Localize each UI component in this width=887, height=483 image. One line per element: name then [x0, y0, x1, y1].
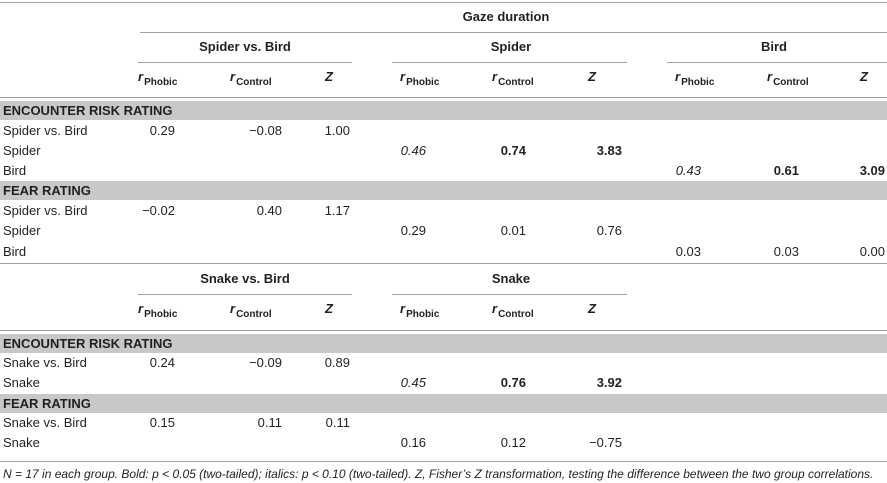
- subscript-control: Control: [498, 77, 534, 88]
- column-header-row: [0, 301, 887, 319]
- group-header-spider: Spider: [490, 39, 532, 54]
- r-symbol: r: [400, 301, 406, 316]
- section-bar-encounter-risk-rating: [0, 101, 887, 120]
- group-header-spider-vs-bird: Spider vs. Bird: [199, 39, 291, 54]
- table-bottom-rule: [0, 461, 887, 462]
- cell-r-phobic: 0.29: [149, 123, 175, 138]
- subscript-control: Control: [236, 77, 272, 88]
- subscript-phobic: Phobic: [406, 309, 440, 320]
- row-label: Snake vs. Bird: [3, 415, 87, 430]
- group-underline-snake-vs-bird: [138, 294, 352, 295]
- cell-r-phobic: 0.46: [400, 143, 426, 158]
- header-r-phobic: [675, 69, 714, 87]
- header-bottom-rule: [0, 330, 887, 331]
- cell-r-phobic: 0.16: [400, 435, 426, 450]
- cell-z: 0.89: [324, 355, 350, 370]
- header-z: Z: [588, 69, 596, 84]
- subscript-control: Control: [498, 309, 534, 320]
- cell-r-control: 0.61: [773, 163, 799, 178]
- cell-z: 0.11: [325, 415, 350, 430]
- section-label: ENCOUNTER RISK RATING: [3, 103, 173, 118]
- subscript-control: Control: [773, 77, 809, 88]
- row-label: Snake: [3, 435, 40, 450]
- subscript-phobic: Phobic: [144, 309, 178, 320]
- cell-z: 0.00: [859, 244, 885, 259]
- cell-r-control: 0.01: [500, 223, 526, 238]
- part-separator-rule: [0, 263, 887, 264]
- cell-z: −0.75: [589, 435, 622, 450]
- header-r-control: [492, 301, 534, 319]
- table-row: [0, 355, 887, 373]
- table-row: [0, 123, 887, 141]
- table-title: Gaze duration: [462, 9, 550, 24]
- header-r-phobic: [138, 301, 177, 319]
- cell-r-phobic: −0.02: [142, 203, 175, 218]
- r-symbol: r: [400, 69, 406, 84]
- cell-z: 3.09: [859, 163, 885, 178]
- group-underline-bird: [667, 62, 887, 63]
- cell-r-control: 0.12: [500, 435, 526, 450]
- cell-r-phobic: 0.15: [149, 415, 175, 430]
- group-header-snake: Snake: [491, 271, 531, 286]
- row-label: Bird: [3, 163, 27, 178]
- header-r-control: [230, 69, 272, 87]
- subscript-control: Control: [236, 309, 272, 320]
- cell-r-phobic: 0.29: [400, 223, 426, 238]
- header-r-control: [492, 69, 534, 87]
- table-row: [0, 143, 887, 161]
- header-z: Z: [860, 69, 868, 84]
- r-symbol: r: [138, 69, 144, 84]
- header-r-phobic: [138, 69, 177, 87]
- cell-r-control: 0.40: [256, 203, 282, 218]
- cell-r-phobic: 0.45: [400, 375, 426, 390]
- cell-z: 0.76: [596, 223, 622, 238]
- table-row: [0, 223, 887, 241]
- header-r-control: [230, 301, 272, 319]
- row-label: Bird: [3, 244, 27, 259]
- cell-r-control: −0.08: [249, 123, 282, 138]
- cell-z: 3.83: [596, 143, 622, 158]
- cell-r-control: 0.76: [500, 375, 526, 390]
- r-symbol: r: [230, 69, 236, 84]
- cell-r-control: 0.74: [500, 143, 526, 158]
- table-footnote: N = 17 in each group. Bold: p < 0.05 (two-tailed); italics: p < 0.10 (two-tailed). Z, Fisher’s Z transformation, testing the difference between the two group correlations.: [3, 467, 874, 481]
- cell-r-control: 0.03: [773, 244, 799, 259]
- column-header-row: [0, 69, 887, 87]
- table-row: [0, 163, 887, 181]
- group-underline-spider: [392, 62, 627, 63]
- cell-r-phobic: 0.03: [675, 244, 701, 259]
- r-symbol: r: [138, 301, 144, 316]
- group-header-bird: Bird: [761, 39, 787, 54]
- title-underline: [140, 32, 887, 33]
- section-label: FEAR RATING: [3, 183, 91, 198]
- header-r-control: [767, 69, 809, 87]
- row-label: Spider vs. Bird: [3, 203, 88, 218]
- cell-r-control: 0.11: [257, 415, 282, 430]
- group-underline-spider-vs-bird: [138, 62, 352, 63]
- table-top-rule: [0, 2, 887, 3]
- section-bar-encounter-risk-rating: [0, 334, 887, 353]
- row-label: Spider vs. Bird: [3, 123, 88, 138]
- section-label: FEAR RATING: [3, 396, 91, 411]
- subscript-phobic: Phobic: [681, 77, 715, 88]
- table-row: [0, 375, 887, 393]
- cell-r-phobic: 0.24: [149, 355, 175, 370]
- table-row: [0, 415, 887, 433]
- row-label: Snake vs. Bird: [3, 355, 87, 370]
- header-r-phobic: [400, 301, 439, 319]
- r-symbol: r: [767, 69, 773, 84]
- group-underline-snake: [392, 294, 627, 295]
- cell-z: 3.92: [596, 375, 622, 390]
- r-symbol: r: [492, 69, 498, 84]
- row-label: Snake: [3, 375, 40, 390]
- table-row: [0, 435, 887, 453]
- section-bar-fear-rating: [0, 394, 887, 413]
- table-row: [0, 244, 887, 262]
- header-z: Z: [325, 69, 333, 84]
- subscript-phobic: Phobic: [406, 77, 440, 88]
- table-row: [0, 203, 887, 221]
- cell-r-control: −0.09: [249, 355, 282, 370]
- cell-z: 1.00: [324, 123, 350, 138]
- row-label: Spider: [3, 143, 41, 158]
- header-bottom-rule: [0, 97, 887, 98]
- r-symbol: r: [675, 69, 681, 84]
- section-label: ENCOUNTER RISK RATING: [3, 336, 173, 351]
- row-label: Spider: [3, 223, 41, 238]
- header-z: Z: [588, 301, 596, 316]
- r-symbol: r: [492, 301, 498, 316]
- header-z: Z: [325, 301, 333, 316]
- subscript-phobic: Phobic: [144, 77, 178, 88]
- r-symbol: r: [230, 301, 236, 316]
- section-bar-fear-rating: [0, 181, 887, 200]
- cell-z: 1.17: [324, 203, 350, 218]
- header-r-phobic: [400, 69, 439, 87]
- group-header-snake-vs-bird: Snake vs. Bird: [200, 271, 290, 286]
- cell-r-phobic: 0.43: [675, 163, 701, 178]
